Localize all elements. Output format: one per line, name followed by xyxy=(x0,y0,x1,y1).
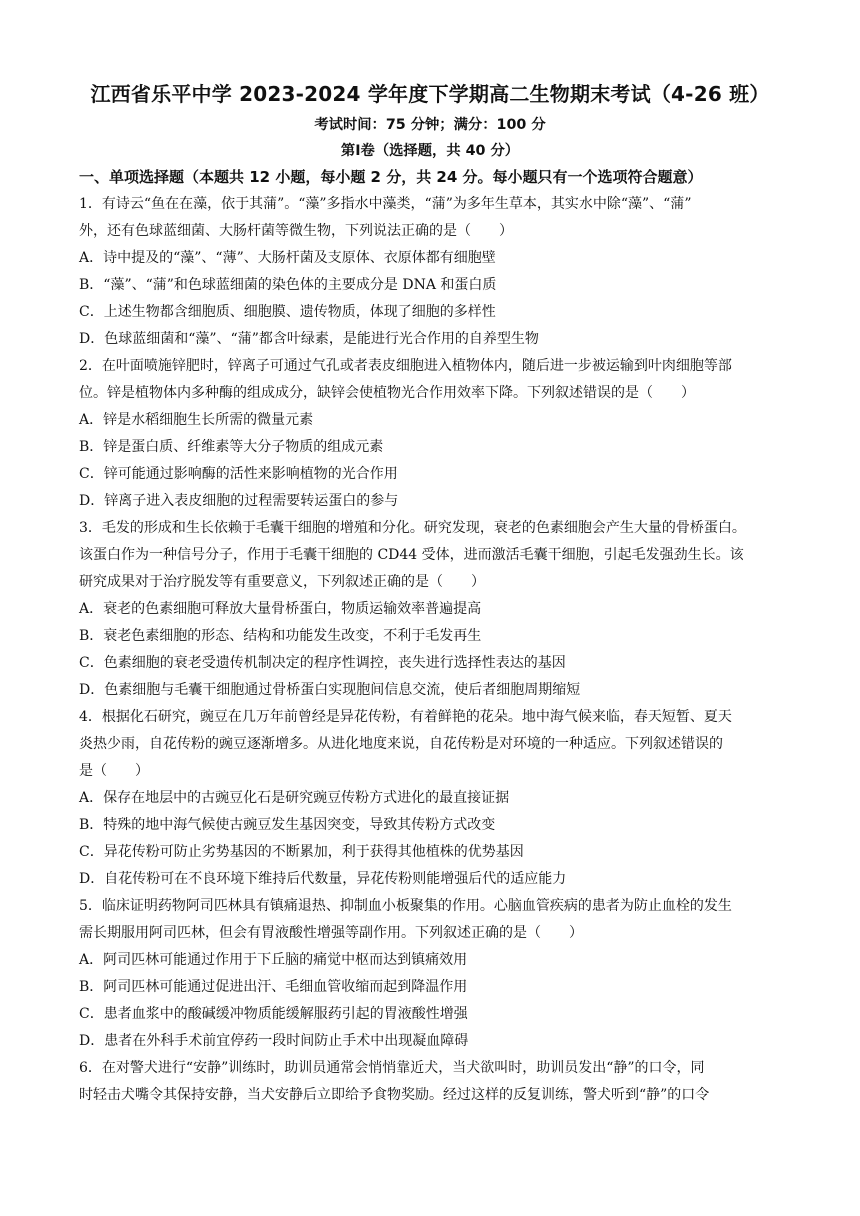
option-d: D．自花传粉可在不良环境下维持后代数量，异花传粉则能增强后代的适应能力 xyxy=(79,871,567,887)
question-stem-line: 需长期服用阿司匹林，但会有胃液酸性增强等副作用。下列叙述正确的是（ ） xyxy=(79,925,583,941)
question-stem-line: 炎热少雨，自花传粉的豌豆逐渐增多。从进化地度来说，自花传粉是对环境的一种适应。下列叙述错误的 xyxy=(79,736,723,752)
exam-info: 考试时间：75 分钟；满分：100 分 xyxy=(314,117,546,133)
question-stem-line: 外，还有色球蓝细菌、大肠杆菌等微生物，下列说法正确的是（ ） xyxy=(79,223,513,239)
option-d: D．锌离子进入表皮细胞的过程需要转运蛋白的参与 xyxy=(79,493,399,509)
section-heading: 一、单项选择题（本题共 12 小题，每小题 2 分，共 24 分。每小题只有一个选项符合题意） xyxy=(79,168,703,186)
option-a: A．锌是水稻细胞生长所需的微量元素 xyxy=(79,412,314,428)
option-c: C．上述生物都含细胞质、细胞膜、遗传物质，体现了细胞的多样性 xyxy=(79,304,496,320)
option-a: A．诗中提及的“藻”、“薄”、大肠杆菌及支原体、衣原体都有细胞壁 xyxy=(79,250,496,266)
option-a: A．阿司匹林可能通过作用于下丘脑的痛觉中枢而达到镇痛效用 xyxy=(79,952,468,968)
option-c: C．色素细胞的衰老受遗传机制决定的程序性调控，丧失进行选择性表达的基因 xyxy=(79,655,566,671)
option-d: D．色球蓝细菌和“藻”、“蒲”都含叶绿素，是能进行光合作用的自养型生物 xyxy=(79,331,539,347)
option-b: B．衰老色素细胞的形态、结构和功能发生改变，不利于毛发再生 xyxy=(79,628,482,644)
question-stem-line: 该蛋白作为一种信号分子，作用于毛囊干细胞的 CD44 受体，进而激活毛囊干细胞，引起毛发强劲生长。该 xyxy=(79,547,744,563)
question-stem-line: 4．根据化石研究，豌豆在几万年前曾经是异花传粉，有着鲜艳的花朵。地中海气候来临，春天短暂、夏天 xyxy=(79,709,732,725)
question-stem-line: 2．在叶面喷施锌肥时，锌离子可通过气孔或者表皮细胞进入植物体内，随后进一步被运输到叶肉细胞等部 xyxy=(79,358,732,374)
volume-heading: 第Ⅰ卷（选择题，共 40 分） xyxy=(340,143,520,159)
option-b: B．阿司匹林可能通过促进出汗、毛细血管收缩而起到降温作用 xyxy=(79,979,468,995)
question-stem-line: 1．有诗云“鱼在在藻，依于其蒲”。“藻”多指水中藻类，“蒲”为多年生草本，其实水中除“藻”、“蒲” xyxy=(79,196,692,212)
question-stem-line: 是（ ） xyxy=(79,763,149,779)
option-b: B．特殊的地中海气候使古豌豆发生基因突变，导致其传粉方式改变 xyxy=(79,817,496,833)
option-c: C．锌可能通过影响酶的活性来影响植物的光合作用 xyxy=(79,466,398,482)
option-a: A．衰老的色素细胞可释放大量骨桥蛋白，物质运输效率普遍提高 xyxy=(79,601,482,617)
option-c: C．异花传粉可防止劣势基因的不断累加，利于获得其他植株的优势基因 xyxy=(79,844,524,860)
option-c: C．患者血浆中的酸碱缓冲物质能缓解服药引起的胃液酸性增强 xyxy=(79,1006,468,1022)
question-stem-line: 位。锌是植物体内多种酶的组成成分，缺锌会使植物光合作用效率下降。下列叙述错误的是（ ） xyxy=(79,385,695,401)
question-stem-line: 6．在对警犬进行“安静”训练时，助训员通常会悄悄靠近犬，当犬欲叫时，助训员发出“静”的口令，同 xyxy=(79,1060,705,1076)
question-stem-line: 3．毛发的形成和生长依赖于毛囊干细胞的增殖和分化。研究发现，衰老的色素细胞会产生大量的骨桥蛋白。 xyxy=(79,520,746,536)
option-b: B．锌是蛋白质、纤维素等大分子物质的组成元素 xyxy=(79,439,384,455)
question-stem-line: 时轻击犬嘴令其保持安静，当犬安静后立即给予食物奖励。经过这样的反复训练，警犬听到“静”的口令 xyxy=(79,1087,710,1103)
option-a: A．保存在地层中的古豌豆化石是研究豌豆传粉方式进化的最直接证据 xyxy=(79,790,510,806)
option-d: D．患者在外科手术前宜停药一段时间防止手术中出现凝血障碍 xyxy=(79,1033,469,1049)
question-stem-line: 5．临床证明药物阿司匹林具有镇痛退热、抑制血小板聚集的作用。心脑血管疾病的患者为防止血栓的发生 xyxy=(79,898,732,914)
question-stem-line: 研究成果对于治疗脱发等有重要意义，下列叙述正确的是（ ） xyxy=(79,574,485,590)
option-b: B．“藻”、“蒲”和色球蓝细菌的染色体的主要成分是 DNA 和蛋白质 xyxy=(79,277,497,293)
option-d: D．色素细胞与毛囊干细胞通过骨桥蛋白实现胞间信息交流，使后者细胞周期缩短 xyxy=(79,682,581,698)
exam-title: 江西省乐平中学 2023-2024 学年度下学期高二生物期末考试（4-26 班） xyxy=(90,82,770,106)
